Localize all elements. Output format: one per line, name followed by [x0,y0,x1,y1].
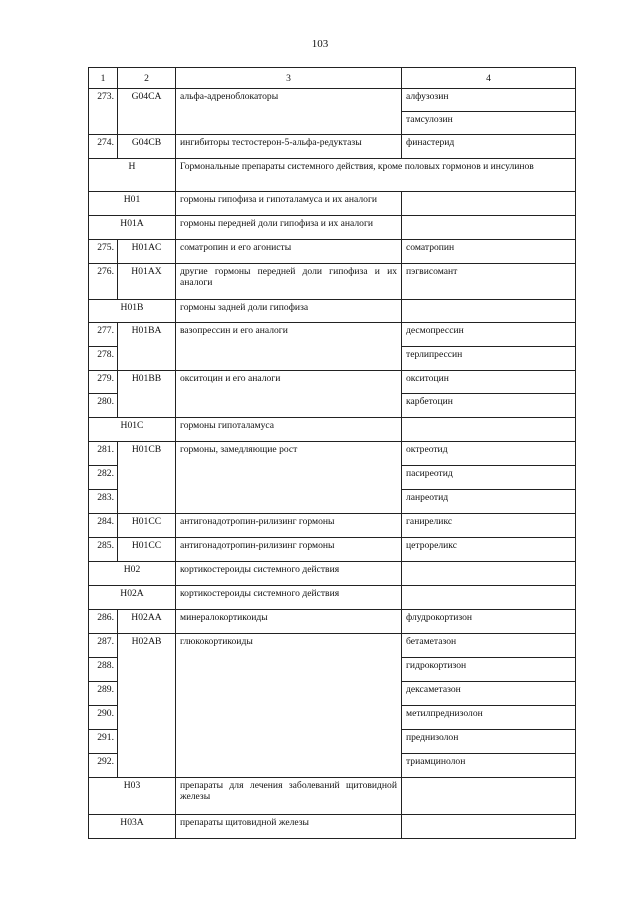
group-row [89,562,576,586]
empty-cell [402,216,576,240]
drug-name: метилпреднизолон [402,706,576,730]
atc-code: H03 [89,778,176,815]
table-row [89,610,576,634]
group-row [89,192,576,216]
drug-name: тамсулозин [402,112,576,135]
atc-code: H01CC [118,514,176,538]
column-header: 4 [402,68,576,89]
table-row [89,135,576,159]
column-header: 3 [176,68,402,89]
row-number: 283. [89,490,118,514]
group-description: гормоны гипофиза и гипоталамуса и их аналоги [176,192,402,216]
empty-cell [402,586,576,610]
row-number: 282. [89,466,118,490]
medicines-table [88,67,576,839]
drug-name: пасиреотид [402,466,576,490]
row-number: 279. [89,371,118,394]
atc-code: H02AA [118,610,176,634]
row-number: 289. [89,682,118,706]
drug-name: карбетоцин [402,394,576,418]
row-number: 291. [89,730,118,754]
table-row [89,634,576,658]
group-description: препараты щитовидной железы [176,815,402,839]
atc-code: H01B [89,300,176,323]
empty-cell [402,562,576,586]
atc-code: H01AC [118,240,176,264]
row-number: 275. [89,240,118,264]
empty-cell [402,778,576,815]
group-description: кортикостероиды системного действия [176,562,402,586]
group-description: антигонадотропин-рилизинг гормоны [176,514,402,538]
drug-name: десмопрессин [402,323,576,347]
drug-name: пэгвисомант [402,264,576,300]
group-description: антигонадотропин-рилизинг гормоны [176,538,402,562]
drug-name: триамцинолон [402,754,576,778]
row-number: 276. [89,264,118,300]
table-row [89,371,576,394]
atc-code: H03A [89,815,176,839]
drug-name: окситоцин [402,371,576,394]
atc-code: H02AB [118,634,176,778]
group-description: препараты для лечения заболеваний щитовидной железы [176,778,402,815]
row-number: 278. [89,347,118,371]
atc-code: H01A [89,216,176,240]
atc-code: H01 [89,192,176,216]
drug-name: бетаметазон [402,634,576,658]
table-row [89,442,576,466]
atc-code: G04CA [118,89,176,135]
drug-name: флудрокортизон [402,610,576,634]
group-description: гормоны, замедляющие рост [176,442,402,514]
group-description: ингибиторы тестостерон-5-альфа-редуктазы [176,135,402,159]
group-description: кортикостероиды системного действия [176,586,402,610]
group-description: минералокортикоиды [176,610,402,634]
drug-name: дексаметазон [402,682,576,706]
drug-name: алфузозин [402,89,576,112]
group-row [89,418,576,442]
drug-name: ланреотид [402,490,576,514]
group-description: гормоны передней доли гипофиза и их аналоги [176,216,402,240]
group-row [89,586,576,610]
group-row [89,216,576,240]
empty-cell [402,192,576,216]
section-title: Гормональные препараты системного действия, кроме половых гормонов и инсулинов [176,159,576,192]
row-number: 285. [89,538,118,562]
atc-code: H [89,159,176,192]
row-number: 274. [89,135,118,159]
group-row [89,778,576,815]
table-row [89,323,576,347]
empty-cell [402,815,576,839]
row-number: 273. [89,89,118,135]
atc-code: H02A [89,586,176,610]
table-row [89,538,576,562]
atc-code: G04CB [118,135,176,159]
group-row [89,815,576,839]
drug-name: терлипрессин [402,347,576,371]
atc-code: H01BA [118,323,176,371]
row-number: 286. [89,610,118,634]
group-description: вазопрессин и его аналоги [176,323,402,371]
group-description: соматропин и его агонисты [176,240,402,264]
row-number: 277. [89,323,118,347]
group-row [89,300,576,323]
row-number: 284. [89,514,118,538]
drug-name: соматропин [402,240,576,264]
table-row [89,514,576,538]
table-row [89,89,576,112]
row-number: 281. [89,442,118,466]
group-description: альфа-адреноблокаторы [176,89,402,135]
atc-code: H02 [89,562,176,586]
drug-name: октреотид [402,442,576,466]
row-number: 288. [89,658,118,682]
row-number: 280. [89,394,118,418]
column-header: 1 [89,68,118,89]
row-number: 287. [89,634,118,658]
atc-code: H01AX [118,264,176,300]
group-description: другие гормоны передней доли гипофиза и их аналоги [176,264,402,300]
atc-code: H01CC [118,538,176,562]
drug-name: гидрокортизон [402,658,576,682]
table-row [89,240,576,264]
page-number: 103 [311,38,329,50]
group-description: гормоны гипоталамуса [176,418,402,442]
row-number: 290. [89,706,118,730]
table-header-row [89,68,576,89]
section-row [89,159,576,192]
column-header: 2 [118,68,176,89]
drug-name: цетрореликс [402,538,576,562]
drug-name: финастерид [402,135,576,159]
group-description: окситоцин и его аналоги [176,371,402,418]
group-description: глюкокортикоиды [176,634,402,778]
atc-code: H01C [89,418,176,442]
table-row [89,264,576,300]
row-number: 292. [89,754,118,778]
drug-name: преднизолон [402,730,576,754]
empty-cell [402,418,576,442]
drug-name: ганиреликс [402,514,576,538]
group-description: гормоны задней доли гипофиза [176,300,402,323]
atc-code: H01CB [118,442,176,514]
atc-code: H01BB [118,371,176,418]
empty-cell [402,300,576,323]
